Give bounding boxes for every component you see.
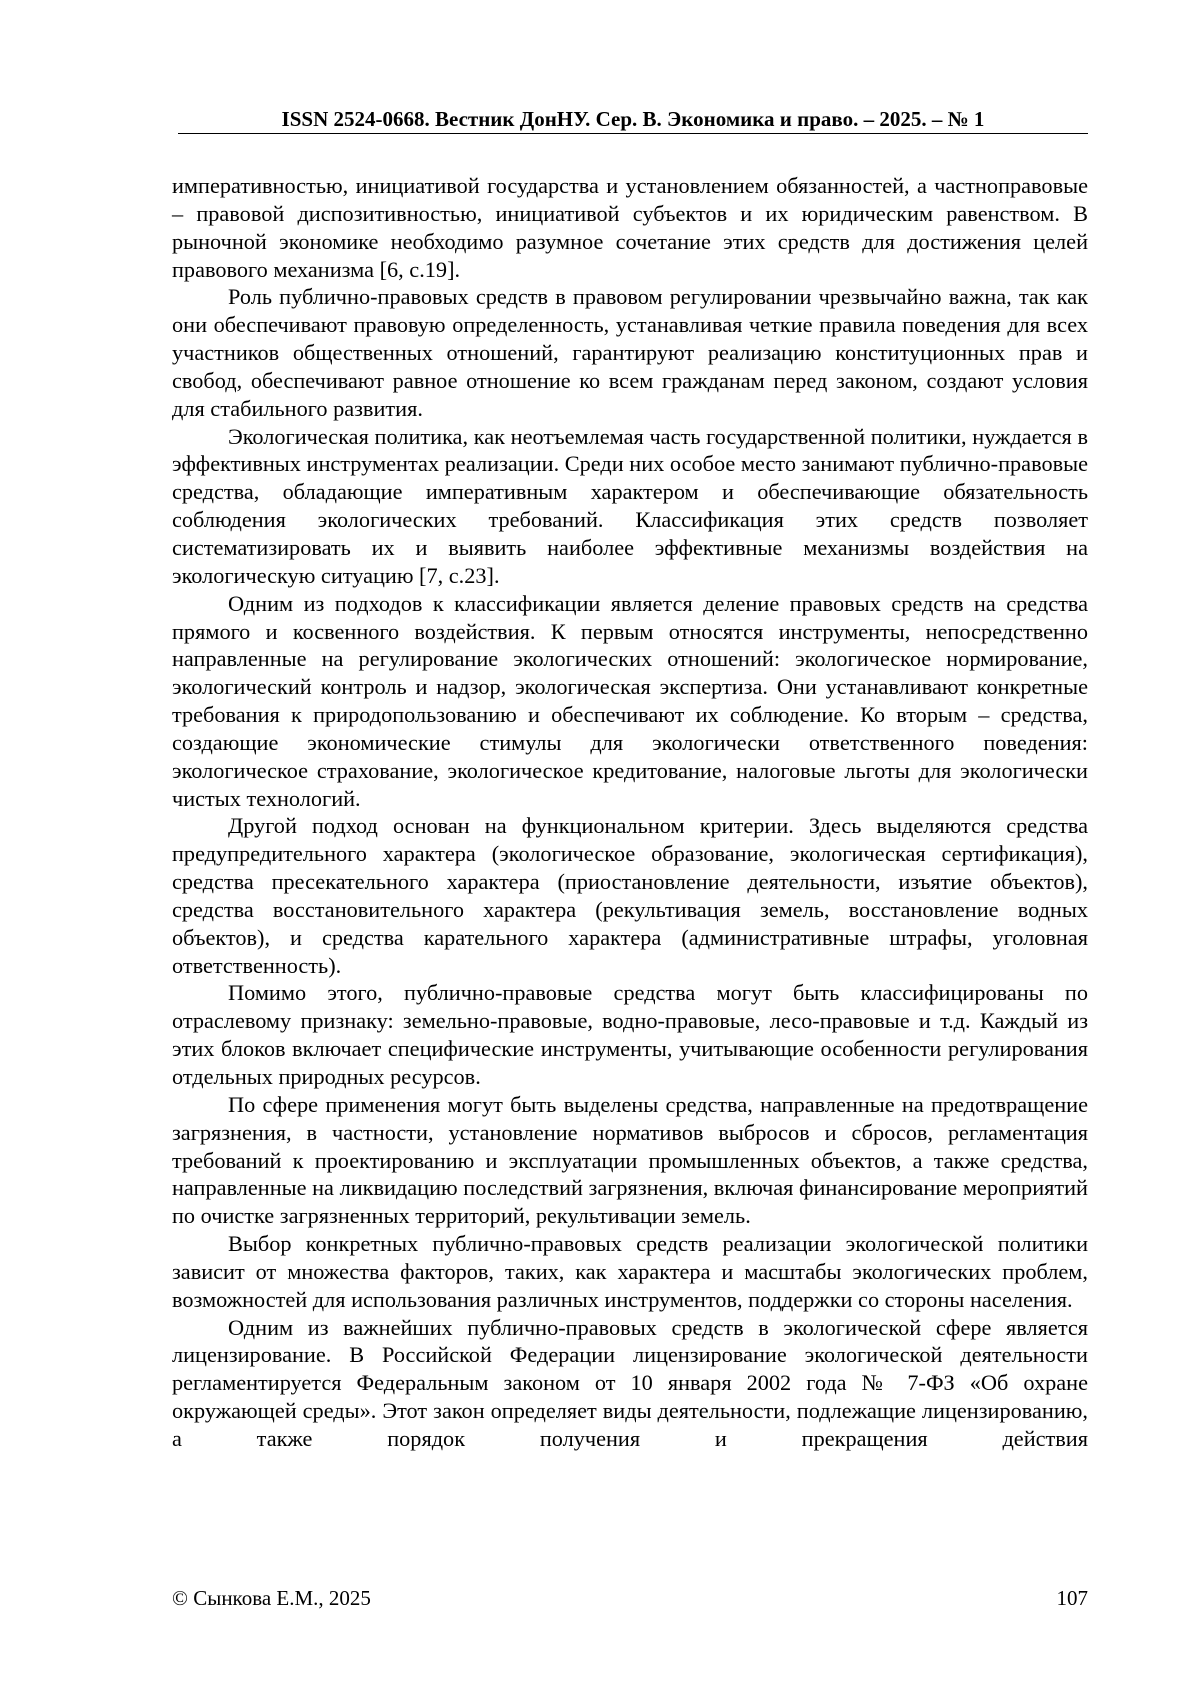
paragraph-6: Помимо этого, публично-правовые средства могут быть классифицированы по отраслевому признаку: земельно-правовые, водно-правовые, лесо-правовые и т.д. Каждый из этих блоков включает специфические инструменты, учитывающие особенности регулирования отдельных природных ресурсов. — [172, 980, 1088, 1089]
header-rule — [178, 133, 1088, 134]
paragraph-8: Выбор конкретных публично-правовых средств реализации экологической политики зависит от множества факторов, таких, как характера и масштабы экологических проблем, возможностей для использования различных инструментов, поддержки со стороны населения. — [172, 1231, 1088, 1312]
footer-copyright: © Сынкова Е.М., 2025 — [172, 1586, 371, 1610]
paragraph-5: Другой подход основан на функциональном критерии. Здесь выделяются средства предупредительного характера (экологическое образование, экологическая сертификация), средства пресекательного характера (приостановление деятельности, изъятие объектов), средства восстановительного характера (рекультивация земель, восстановление водных объектов), и средства карательного характера (административные штрафы, уголовная ответственность). — [172, 813, 1088, 978]
article-body — [172, 172, 1088, 1453]
paragraph-1: императивностью, инициативой государства и установлением обязанностей, а частноправовые – правовой диспозитивностью, инициативой субъектов и их юридическим равенством. В рыночной экономике необходимо разумное сочетание этих средств для достижения целей правового механизма [6, с.19]. — [172, 173, 1088, 282]
paragraph-9: Одним из важнейших публично-правовых средств в экологической сфере является лицензирование. В Российской Федерации лицензирование экологической деятельности регламентируется Федеральным законом от 10 января 2002 года № 7-ФЗ «Об охране окружающей среды». Этот закон определяет виды деятельности, подлежащие лицензированию, а также порядок получения и прекращения действия — [172, 1314, 1088, 1451]
paragraph-2: Роль публично-правовых средств в правовом регулировании чрезвычайно важна, так как они обеспечивают правовую определенность, устанавливая четкие правила поведения для всех участников общественных отношений, гарантируют реализацию конституционных прав и свобод, обеспечивают равное отношение ко всем гражданам перед законом, создают условия для стабильного развития. — [172, 284, 1088, 421]
running-header: ISSN 2524-0668. Вестник ДонНУ. Сер. В. Экономика и право. – 2025. – № 1 — [281, 107, 985, 131]
paragraph-3: Экологическая политика, как неотъемлемая часть государственной политики, нуждается в эффективных инструментах реализации. Среди них особое место занимают публично-правовые средства, обладающие императивным характером и обеспечивающие обязательность соблюдения экологических требований. Классификация этих средств позволяет систематизировать их и выявить наиболее эффективные механизмы воздействия на экологическую ситуацию [7, с.23]. — [172, 423, 1088, 588]
paragraph-4: Одним из подходов к классификации является деление правовых средств на средства прямого и косвенного воздействия. К первым относятся инструменты, непосредственно направленные на регулирование экологических отношений: экологическое нормирование, экологический контроль и надзор, экологическая экспертиза. Они устанавливают конкретные требования к природопользованию и обеспечивают их соблюдение. Ко вторым – средства, создающие экономические стимулы для экологически ответственного поведения: экологическое страхование, экологическое кредитование, налоговые льготы для экологически чистых технологий. — [172, 590, 1088, 811]
paragraph-7: По сфере применения могут быть выделены средства, направленные на предотвращение загрязнения, в частности, установление нормативов выбросов и сбросов, регламентация требований к проектированию и эксплуатации промышленных объектов, а также средства, направленные на ликвидацию последствий загрязнения, включая финансирование мероприятий по очистке загрязненных территорий, рекультивации земель. — [172, 1091, 1088, 1229]
page-number: 107 — [1056, 1586, 1088, 1610]
